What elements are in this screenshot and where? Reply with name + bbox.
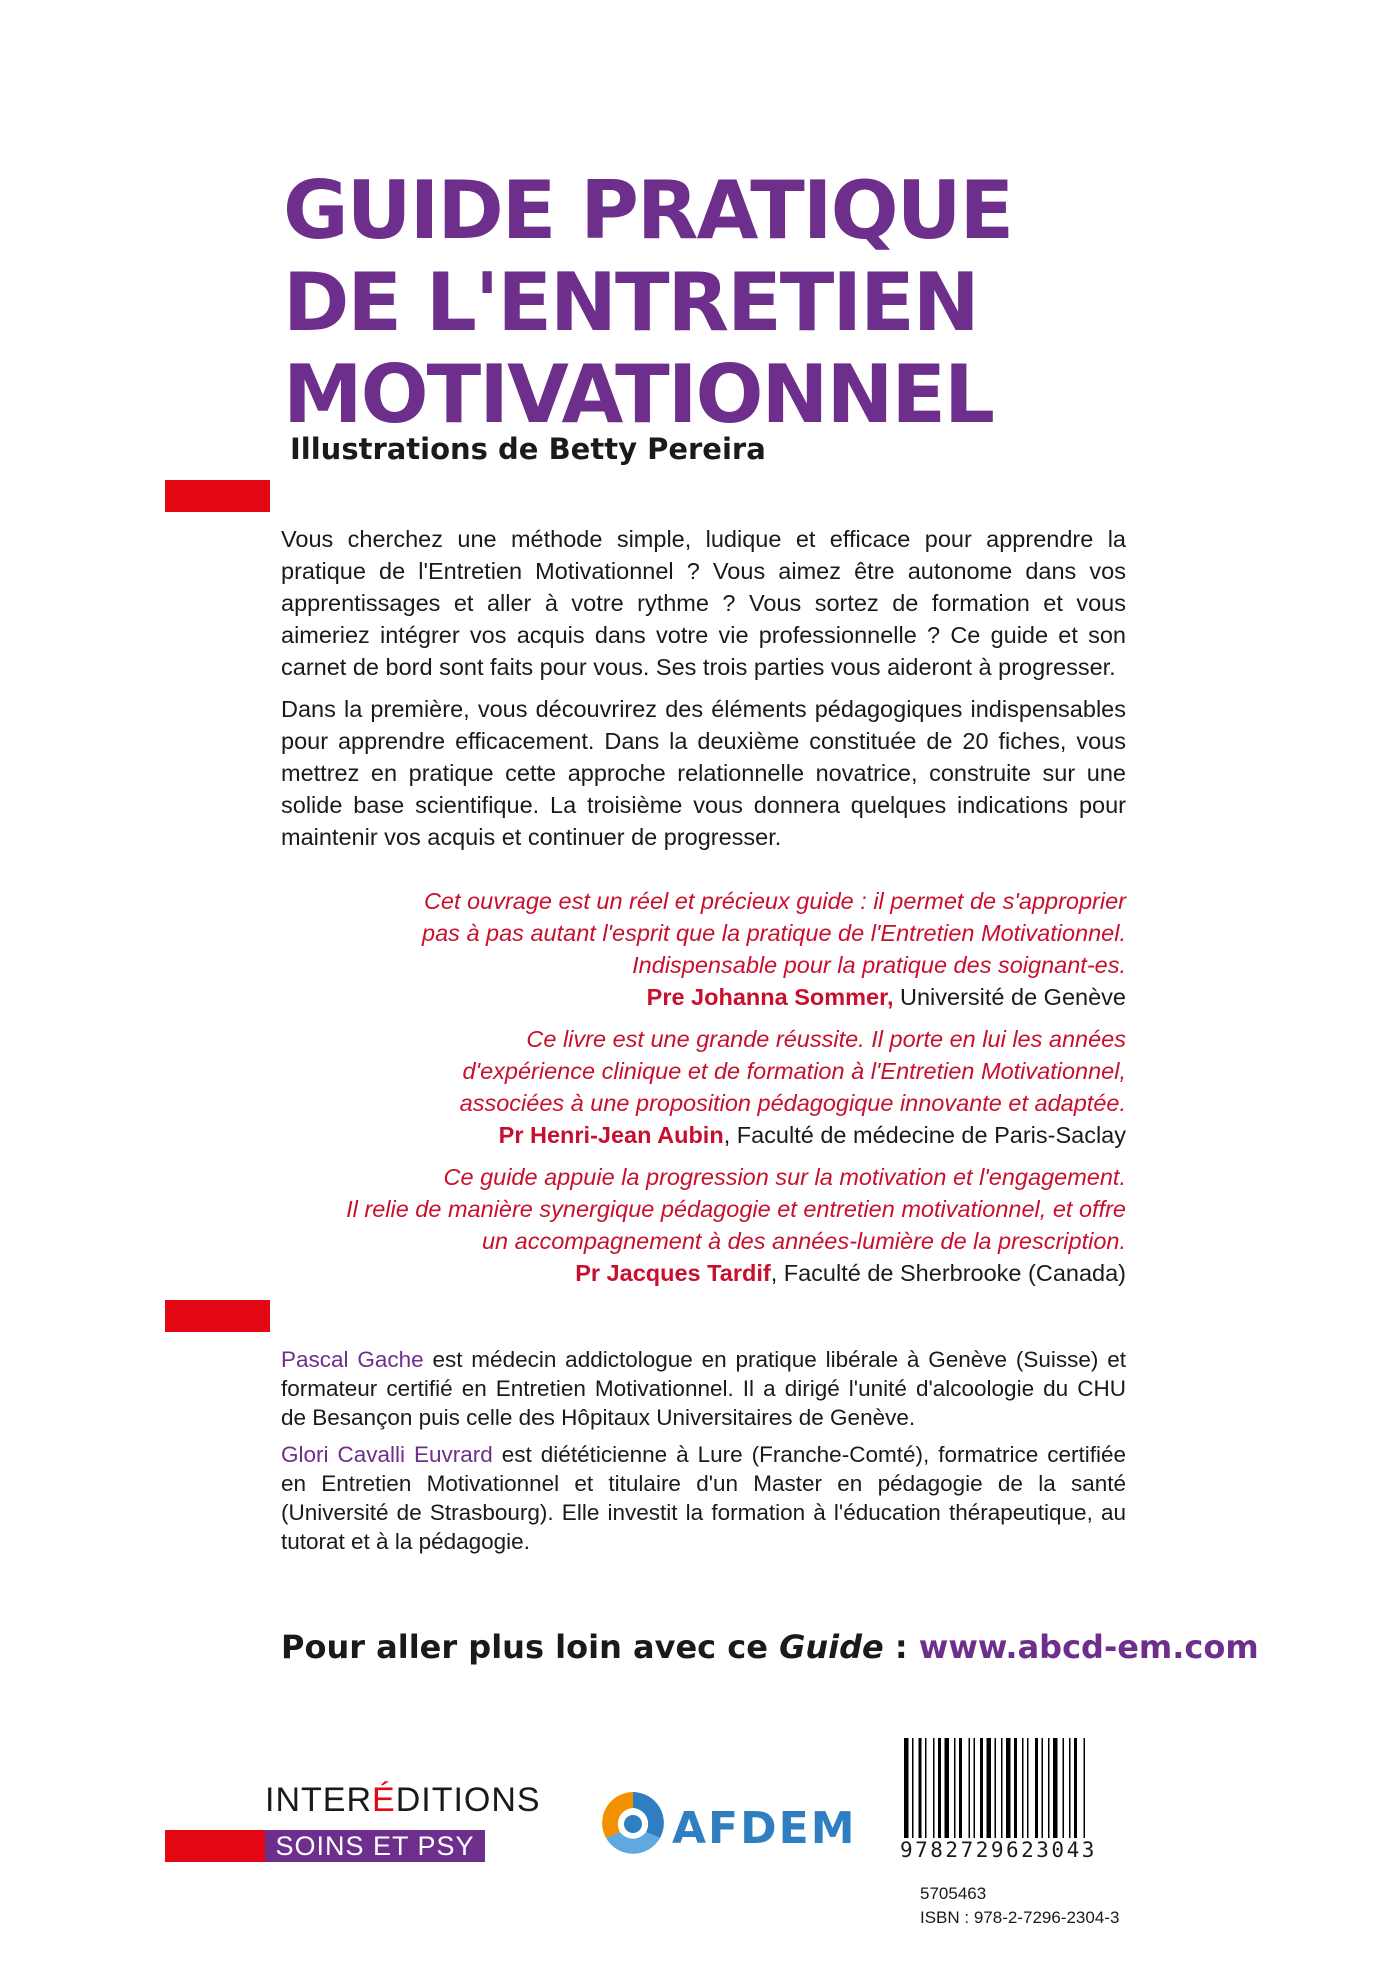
quote-affiliation: Université de Genève: [893, 984, 1126, 1010]
barcode-bar: [969, 1738, 971, 1842]
publisher-name-part2: DITIONS: [395, 1781, 541, 1819]
endorsement-1: [300, 885, 1126, 1013]
barcode-bar: [1001, 1738, 1003, 1842]
quote-attribution: [300, 1257, 1126, 1289]
author-description: est diététicienne à Lure (Franche-Comté), formatrice certifiée en Entretien Motivationnel et titulaire d'un Master en pédagogie de la santé (Université de Strasbourg). Elle investit la formation à l'éducation thérapeutique, au tutorat et à la pédagogie.: [281, 1442, 1126, 1554]
barcode-info: [920, 1882, 1119, 1930]
barcode-bar: [1084, 1738, 1086, 1842]
barcode-bar: [1014, 1738, 1017, 1842]
barcode-bar: [987, 1738, 992, 1842]
barcode-bar: [1006, 1738, 1011, 1842]
cta-guide-word: Guide: [779, 1628, 884, 1666]
quote-author: Pr Jacques Tardif: [575, 1260, 771, 1286]
author-bio-2: [281, 1440, 1126, 1556]
publisher-name-accent: É: [372, 1781, 396, 1819]
intro-paragraph-1: Vous cherchez une méthode simple, ludique et efficace pour apprendre la pratique de l'Entretien Motivationnel ? Vous aimez être autonome dans vos apprentissages et aller à votre rythme ? Vous sortez de formation et vous aimeriez intégrer vos acquis dans votre vie professionnelle ? Ce guide et son carnet de bord sont faits pour vous. Ses trois parties vous aideront à progresser.: [281, 526, 1126, 680]
author-description: est médecin addictologue en pratique libérale à Genève (Suisse) et formateur certifié en Entretien Motivationnel. Il a dirigé l'unité d'alcoologie du CHU de Besançon puis celle des Hôpitaux Universitaires de Genève.: [281, 1347, 1126, 1430]
quote-line: Ce guide appuie la progression sur la motivation et l'engagement.: [443, 1164, 1126, 1190]
product-code: 5705463: [920, 1884, 987, 1903]
quote-line: Indispensable pour la pratique des soignant-es.: [632, 952, 1126, 978]
endorsement-2: [300, 1023, 1126, 1151]
quote-line: un accompagnement à des années-lumière de la prescription.: [481, 1228, 1126, 1254]
barcode-bar: [1048, 1738, 1050, 1842]
quote-attribution: [300, 1119, 1126, 1151]
barcode-bar: [974, 1738, 976, 1842]
quote-attribution: [300, 981, 1126, 1013]
barcode-bar: [954, 1738, 956, 1842]
publisher-red-bar: [165, 1830, 265, 1862]
cta-separator: :: [883, 1628, 919, 1666]
quote-line: d'expérience clinique et de formation à l'Entretien Motivationnel,: [462, 1058, 1126, 1084]
quote-line: Il relie de manière synergique pédagogie et entretien motivationnel, et offre: [346, 1196, 1126, 1222]
barcode-bar: [1027, 1738, 1029, 1842]
barcode-digits: 9782729623043: [900, 1838, 1140, 1862]
quote-affiliation: , Faculté de Sherbrooke (Canada): [770, 1260, 1126, 1286]
afdem-logo-icon: [598, 1788, 668, 1860]
title-line-3: MOTIVATIONNEL: [283, 348, 994, 441]
illustrator-credit: Illustrations de Betty Pereira: [290, 432, 766, 466]
author-name: Pascal Gache: [281, 1347, 424, 1372]
barcode-bar: [1069, 1738, 1071, 1842]
barcode-bar: [912, 1738, 914, 1842]
barcode-bar: [1053, 1738, 1058, 1842]
endorsements: [300, 885, 1126, 1299]
cta-prefix: Pour aller plus loin avec ce: [281, 1628, 780, 1666]
website-callout: [281, 1628, 1259, 1666]
title-line-1: GUIDE PRATIQUE: [283, 164, 1013, 257]
afdem-logo-text: AFDEM: [672, 1803, 857, 1854]
author-bios: [281, 1345, 1126, 1564]
quote-line: Cet ouvrage est un réel et précieux guide : il permet de s'approprier: [423, 888, 1126, 914]
endorsement-3: [300, 1161, 1126, 1289]
barcode-bar: [1022, 1738, 1024, 1842]
barcode-bar: [1074, 1738, 1077, 1842]
intro-paragraph-2: Dans la première, vous découvrirez des éléments pédagogiques indispensables pour apprendre efficacement. Dans la deuxième constituée de 20 fiches, vous mettrez en pratique cette approche relationnelle novatrice, construite sur une solide base scientifique. La troisième vous donnera quelques indications pour maintenir vos acquis et continuer de progresser.: [281, 696, 1126, 850]
publisher-name-part1: INTER: [265, 1781, 372, 1819]
barcode-bar: [945, 1738, 950, 1842]
author-bio-1: [281, 1345, 1126, 1432]
quote-author: Pr Henri-Jean Aubin: [498, 1122, 724, 1148]
quote-affiliation: , Faculté de médecine de Paris-Saclay: [723, 1122, 1126, 1148]
barcode-bar: [938, 1738, 941, 1842]
isbn: ISBN : 978-2-7296-2304-3: [920, 1908, 1120, 1927]
author-name: Glori Cavalli Euvrard: [281, 1442, 493, 1467]
barcode-bar: [959, 1738, 962, 1842]
title-line-2: DE L'ENTRETIEN: [283, 256, 978, 349]
barcode-bar: [1063, 1738, 1065, 1842]
barcode-bar: [1042, 1738, 1044, 1842]
book-title: [283, 165, 1012, 441]
website-link[interactable]: www.abcd-em.com: [918, 1628, 1259, 1666]
collection-label: SOINS ET PSY: [265, 1830, 485, 1862]
intro-text: [281, 523, 1126, 863]
quote-line: associées à une proposition pédagogique innovante et adaptée.: [459, 1090, 1126, 1116]
quote-line: Ce livre est une grande réussite. Il porte en lui les années: [526, 1026, 1126, 1052]
quote-line: pas à pas autant l'esprit que la pratique de l'Entretien Motivationnel.: [422, 920, 1126, 946]
barcode-bar: [1035, 1738, 1038, 1842]
barcode-bar: [995, 1738, 997, 1842]
barcode-bar: [933, 1738, 935, 1842]
publisher-logo: [265, 1781, 541, 1820]
red-divider-bottom: [165, 1300, 270, 1332]
barcode-bar: [919, 1738, 922, 1842]
red-divider-top: [165, 480, 270, 512]
barcode-bar: [904, 1738, 909, 1842]
quote-author: Pre Johanna Sommer,: [646, 984, 894, 1010]
barcode-bar: [980, 1738, 983, 1842]
barcode-bar: [925, 1738, 927, 1842]
